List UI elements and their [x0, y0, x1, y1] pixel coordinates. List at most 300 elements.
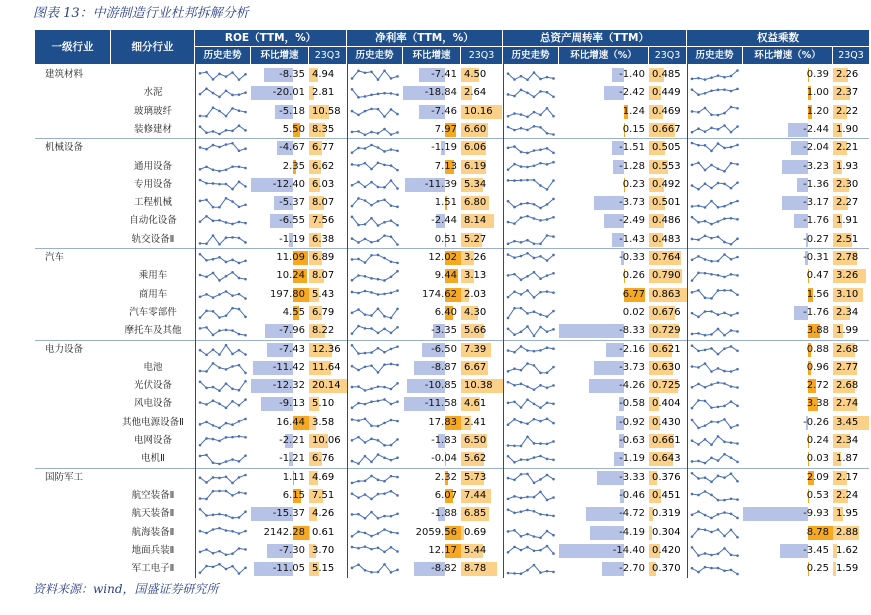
header-net-margin: 净利率（TTM，%） [347, 30, 503, 47]
growth-cell [559, 158, 649, 176]
value-text: 0.643 [652, 453, 681, 465]
growth-cell [559, 395, 649, 413]
trend-sparkline [349, 525, 401, 541]
growth-value: -0.46 [619, 489, 645, 501]
value-cell [649, 359, 687, 377]
growth-cell [743, 121, 833, 139]
trend-sparkline [689, 561, 741, 577]
growth-cell [559, 414, 649, 432]
trend-sparkline [689, 451, 741, 467]
trend-sparkline [689, 415, 741, 431]
growth-value: 174.62 [422, 288, 457, 300]
trend-sparkline [689, 67, 741, 83]
value-text: 0.729 [652, 325, 681, 337]
value-text: 2.51 [836, 233, 859, 245]
sub-q3: 23Q3 [461, 47, 503, 64]
value-cell [309, 267, 347, 285]
trend-sparkline [689, 360, 741, 376]
growth-value: -1.51 [619, 142, 645, 154]
value-text: 8.22 [312, 325, 335, 337]
growth-cell [251, 212, 309, 230]
growth-cell [743, 377, 833, 395]
growth-value: -7.96 [279, 325, 305, 337]
growth-value: 7.97 [434, 123, 457, 135]
growth-cell [251, 359, 309, 377]
value-cell [309, 231, 347, 249]
trend-sparkline [505, 342, 557, 358]
industry-l1: 国防军工 [45, 471, 84, 483]
trend-sparkline [505, 250, 557, 266]
value-cell [649, 66, 687, 84]
growth-cell [743, 231, 833, 249]
growth-value: -7.41 [431, 69, 457, 80]
trend-sparkline [505, 232, 557, 248]
growth-cell [403, 139, 461, 157]
growth-cell [251, 231, 309, 249]
growth-cell [251, 139, 309, 157]
growth-cell [403, 231, 461, 249]
value-text: 0.630 [652, 361, 681, 373]
trend-sparkline [197, 85, 249, 101]
table-row [35, 432, 869, 450]
trend-sparkline [197, 323, 249, 339]
growth-cell [251, 176, 309, 194]
value-text: 7.44 [464, 489, 487, 501]
value-cell [649, 395, 687, 413]
growth-cell [403, 395, 461, 413]
growth-cell [403, 286, 461, 304]
value-cell [461, 231, 503, 249]
header-industry-l1: 一级行业 [35, 30, 111, 64]
sub-q3: 23Q3 [309, 47, 347, 64]
industry-l1 [45, 121, 111, 139]
value-text: 3.10 [836, 288, 859, 300]
value-text: 8.14 [464, 215, 487, 227]
growth-cell [743, 267, 833, 285]
growth-value: -1.43 [619, 233, 645, 245]
trend-sparkline [349, 378, 401, 394]
trend-sparkline [689, 195, 741, 211]
value-text: 0.485 [652, 69, 681, 80]
trend-sparkline [505, 213, 557, 229]
growth-value: -1.76 [803, 306, 829, 318]
growth-value: -11.58 [424, 398, 457, 410]
value-text: 0.420 [652, 544, 681, 556]
trend-sparkline [689, 525, 741, 541]
growth-cell [559, 487, 649, 505]
growth-cell [403, 469, 461, 487]
growth-cell [403, 542, 461, 560]
growth-cell [403, 487, 461, 505]
trend-sparkline [349, 561, 401, 577]
growth-cell [559, 194, 649, 212]
value-text: 2.21 [836, 142, 859, 154]
value-cell [833, 487, 869, 505]
value-text: 6.19 [464, 160, 487, 172]
growth-cell [559, 322, 649, 340]
growth-cell [251, 304, 309, 322]
growth-value: -8.33 [619, 325, 645, 337]
value-cell [649, 542, 687, 560]
growth-value: -1.19 [279, 233, 305, 245]
value-text: 2.41 [464, 416, 487, 428]
growth-value: -2.49 [619, 215, 645, 227]
industry-l1: 建筑材料 [45, 69, 84, 80]
value-text: 1.91 [836, 215, 859, 227]
value-text: 0.764 [652, 252, 681, 263]
growth-value: 0.02 [622, 306, 645, 318]
industry-l2: 风电设备 [133, 398, 172, 410]
growth-value: -3.23 [803, 160, 829, 172]
trend-sparkline [349, 195, 401, 211]
growth-cell [559, 304, 649, 322]
industry-l2: 通用设备 [133, 160, 172, 172]
value-cell [461, 194, 503, 212]
table-row [35, 524, 869, 542]
group-divider [35, 340, 869, 341]
growth-cell [559, 84, 649, 102]
value-text: 8.78 [464, 563, 487, 575]
trend-sparkline [349, 543, 401, 559]
growth-value: -1.40 [619, 69, 645, 80]
value-text: 10.38 [464, 380, 493, 392]
value-cell [649, 176, 687, 194]
trend-sparkline [197, 232, 249, 248]
growth-value: 0.15 [622, 123, 645, 135]
industry-l2: 航空装备Ⅱ [131, 489, 175, 501]
growth-cell [403, 176, 461, 194]
growth-cell [251, 158, 309, 176]
value-text: 4.26 [312, 508, 335, 520]
growth-value: 4.55 [282, 306, 305, 318]
value-text: 0.61 [312, 526, 335, 538]
value-text: 8.07 [312, 197, 335, 209]
value-text: 7.39 [464, 343, 487, 355]
value-cell [833, 560, 869, 578]
table-row [35, 304, 869, 322]
growth-cell [403, 322, 461, 340]
value-text: 5.62 [464, 453, 487, 465]
value-cell [833, 66, 869, 84]
trend-sparkline [349, 67, 401, 83]
value-cell [833, 286, 869, 304]
value-text: 2.17 [836, 471, 859, 483]
value-text: 11.64 [312, 361, 341, 373]
growth-value: -3.73 [619, 361, 645, 373]
growth-cell [559, 176, 649, 194]
trend-sparkline [197, 213, 249, 229]
group-divider [35, 468, 869, 469]
growth-cell [251, 267, 309, 285]
growth-cell [251, 66, 309, 84]
industry-l1 [45, 103, 111, 121]
growth-cell [743, 158, 833, 176]
growth-value: -4.67 [279, 142, 305, 154]
trend-sparkline [197, 561, 249, 577]
growth-value: 10.24 [276, 270, 305, 282]
growth-value: 2142.28 [263, 526, 305, 538]
table-row [35, 139, 869, 157]
value-text: 2.27 [836, 197, 859, 209]
table-row [35, 377, 869, 395]
value-text: 0.449 [652, 87, 681, 99]
sub-growth: 环比增速 [403, 47, 461, 64]
growth-value: -0.63 [619, 435, 645, 446]
value-cell [649, 84, 687, 102]
trend-sparkline [197, 195, 249, 211]
growth-value: 8.78 [806, 526, 829, 538]
value-text: 6.06 [464, 142, 487, 154]
value-cell [649, 432, 687, 450]
growth-cell [743, 84, 833, 102]
value-cell [833, 121, 869, 139]
growth-cell [559, 542, 649, 560]
growth-value: -18.84 [424, 87, 457, 99]
value-cell [833, 249, 869, 267]
growth-cell [743, 139, 833, 157]
growth-cell [251, 121, 309, 139]
value-text: 20.14 [312, 380, 341, 392]
trend-sparkline [689, 378, 741, 394]
growth-value: -4.72 [619, 508, 645, 520]
growth-value: -14.40 [612, 544, 645, 556]
growth-cell [251, 432, 309, 450]
growth-cell [251, 194, 309, 212]
value-cell [649, 249, 687, 267]
industry-l2: 工程机械 [133, 197, 172, 209]
growth-value: 12.02 [428, 252, 457, 263]
growth-value: 2.35 [282, 160, 305, 172]
value-cell [461, 505, 503, 523]
growth-cell [559, 139, 649, 157]
growth-value: 5.50 [282, 123, 305, 135]
industry-l2: 电机Ⅱ [141, 453, 165, 465]
value-text: 0.790 [652, 270, 681, 282]
value-text: 2.30 [836, 178, 859, 190]
trend-sparkline [349, 232, 401, 248]
value-bar [309, 526, 310, 540]
value-text: 2.68 [836, 380, 859, 392]
industry-l2 [111, 139, 195, 157]
trend-sparkline [349, 506, 401, 522]
value-cell [309, 212, 347, 230]
value-text: 2.88 [836, 526, 859, 538]
value-text: 8.07 [312, 270, 335, 282]
trend-sparkline [505, 360, 557, 376]
trend-sparkline [197, 104, 249, 120]
trend-sparkline [689, 543, 741, 559]
value-text: 5.10 [312, 398, 335, 410]
growth-cell [251, 414, 309, 432]
table-row [35, 286, 869, 304]
trend-sparkline [689, 305, 741, 321]
industry-l1: 机械设备 [45, 142, 84, 154]
growth-value: 0.88 [806, 343, 829, 355]
value-text: 2.34 [836, 435, 859, 446]
growth-value: 6.77 [622, 288, 645, 300]
growth-cell [743, 505, 833, 523]
growth-value: 0.03 [806, 453, 829, 465]
industry-l2: 其他电源设备Ⅱ [122, 416, 184, 428]
trend-sparkline [197, 543, 249, 559]
growth-cell [403, 66, 461, 84]
growth-value: 7.13 [434, 160, 457, 172]
table-row [35, 450, 869, 468]
column-divider [687, 62, 688, 578]
value-text: 6.67 [464, 361, 487, 373]
growth-cell [743, 395, 833, 413]
growth-value: 0.96 [806, 361, 829, 373]
growth-value: -7.43 [279, 343, 305, 355]
industry-l2 [111, 469, 195, 487]
value-text: 5.27 [464, 233, 487, 245]
value-text: 2.74 [836, 398, 859, 410]
growth-value: -1.19 [619, 453, 645, 465]
value-cell [309, 432, 347, 450]
value-text: 0.451 [652, 489, 681, 501]
value-cell [461, 359, 503, 377]
growth-value: 16.44 [276, 416, 305, 428]
value-text: 5.15 [312, 563, 335, 575]
value-cell [461, 432, 503, 450]
value-text: 0.376 [652, 471, 681, 483]
industry-l2: 自动化设备 [129, 215, 177, 227]
value-text: 0.667 [652, 123, 681, 135]
trend-sparkline [689, 433, 741, 449]
trend-sparkline [505, 85, 557, 101]
growth-value: 17.83 [428, 416, 457, 428]
trend-sparkline [349, 470, 401, 486]
growth-cell [251, 450, 309, 468]
value-text: 1.95 [836, 508, 859, 520]
value-text: 0.69 [464, 526, 487, 538]
value-cell [309, 121, 347, 139]
trend-sparkline [689, 159, 741, 175]
growth-value: -15.37 [272, 508, 305, 520]
growth-cell [559, 267, 649, 285]
value-cell [461, 524, 503, 542]
growth-cell [743, 322, 833, 340]
growth-cell [743, 359, 833, 377]
value-text: 2.78 [836, 252, 859, 263]
trend-sparkline [689, 122, 741, 138]
value-cell [833, 158, 869, 176]
growth-cell [743, 524, 833, 542]
column-divider [503, 62, 504, 578]
value-cell [833, 231, 869, 249]
value-cell [833, 414, 869, 432]
sub-trend: 历史走势 [195, 47, 251, 64]
trend-sparkline [505, 396, 557, 412]
growth-value: -5.37 [279, 197, 305, 209]
trend-sparkline [349, 85, 401, 101]
trend-sparkline [689, 177, 741, 193]
growth-cell [559, 560, 649, 578]
sub-growth: 环比增速（%） [743, 47, 833, 64]
value-cell [309, 487, 347, 505]
industry-l2: 装修建材 [133, 123, 172, 135]
trend-sparkline [505, 177, 557, 193]
value-cell [309, 176, 347, 194]
trend-sparkline [689, 506, 741, 522]
trend-sparkline [689, 470, 741, 486]
trend-sparkline [689, 287, 741, 303]
trend-sparkline [197, 470, 249, 486]
value-text: 5.66 [464, 325, 487, 337]
value-cell [461, 377, 503, 395]
value-cell [649, 524, 687, 542]
trend-sparkline [689, 342, 741, 358]
value-cell [833, 524, 869, 542]
growth-cell [251, 286, 309, 304]
value-cell [309, 450, 347, 468]
value-text: 2.34 [836, 306, 859, 318]
growth-value: -2.21 [279, 435, 305, 446]
value-cell [833, 212, 869, 230]
trend-sparkline [505, 323, 557, 339]
industry-l1 [45, 322, 111, 340]
growth-cell [251, 487, 309, 505]
value-cell [833, 103, 869, 121]
value-cell [649, 304, 687, 322]
value-text: 1.99 [836, 325, 859, 337]
growth-cell [743, 212, 833, 230]
value-cell [649, 212, 687, 230]
growth-cell [403, 249, 461, 267]
value-cell [309, 103, 347, 121]
industry-l1 [45, 194, 111, 212]
growth-value: 0.26 [622, 270, 645, 282]
trend-sparkline [689, 140, 741, 156]
growth-cell [559, 341, 649, 359]
growth-value: 2.09 [806, 471, 829, 483]
growth-value: -12.32 [272, 380, 305, 392]
header-industry-l2: 细分行业 [111, 30, 195, 64]
industry-l1 [45, 395, 111, 413]
table-row [35, 341, 869, 359]
table-row [35, 542, 869, 560]
industry-l1 [45, 524, 111, 542]
trend-sparkline [197, 506, 249, 522]
trend-sparkline [197, 250, 249, 266]
table-row [35, 395, 869, 413]
growth-cell [251, 103, 309, 121]
value-cell [309, 560, 347, 578]
value-cell [649, 560, 687, 578]
value-text: 0.621 [652, 343, 681, 355]
value-cell [309, 359, 347, 377]
growth-cell [251, 249, 309, 267]
growth-value: -12.40 [272, 178, 305, 190]
trend-sparkline [197, 140, 249, 156]
growth-value: -1.83 [431, 435, 457, 446]
industry-l1 [45, 176, 111, 194]
value-text: 7.56 [312, 215, 335, 227]
header-roe: ROE（TTM，%） [195, 30, 347, 47]
growth-cell [559, 66, 649, 84]
growth-cell [251, 377, 309, 395]
growth-value: -11.39 [424, 178, 457, 190]
value-cell [461, 176, 503, 194]
value-text: 6.62 [312, 160, 335, 172]
growth-value: 6.15 [282, 489, 305, 501]
growth-value: -8.87 [431, 361, 457, 373]
value-cell [461, 212, 503, 230]
growth-value: 0.51 [434, 233, 457, 245]
industry-l1 [45, 158, 111, 176]
table-row [35, 231, 869, 249]
value-text: 0.661 [652, 435, 681, 446]
